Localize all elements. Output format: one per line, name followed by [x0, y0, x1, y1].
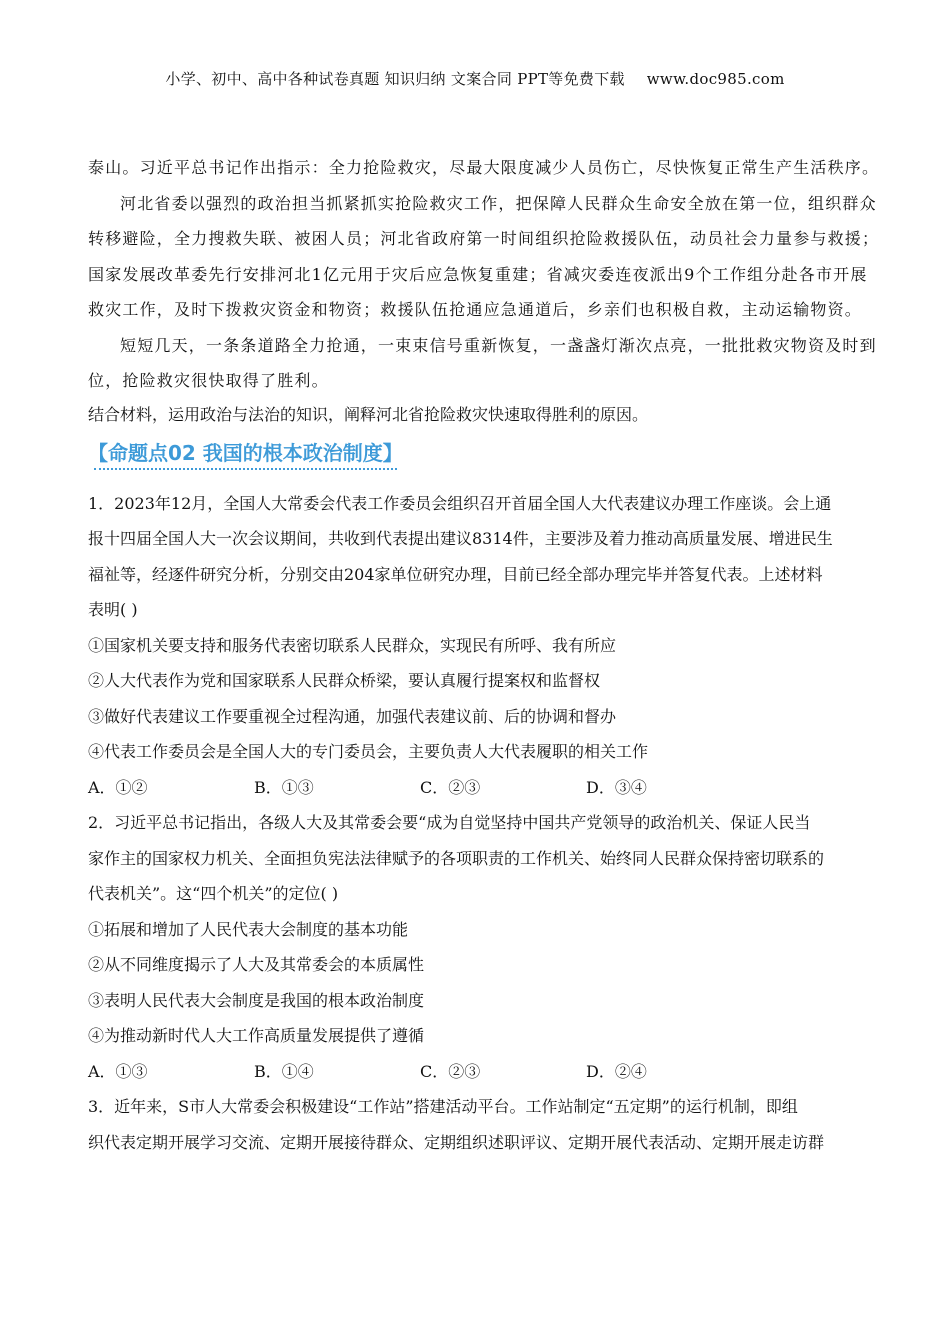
option-b[interactable]: B．①③ [254, 777, 314, 797]
option-c[interactable]: C．②③ [420, 1061, 481, 1081]
option-a[interactable]: A．①③ [88, 1061, 148, 1081]
question-stem-line: 表明( ) [88, 600, 138, 619]
option-a[interactable]: A．①② [88, 777, 148, 797]
question-stem-line: 代表机关”。这“四个机关”的定位( ) [88, 884, 339, 903]
header-url[interactable]: www.doc985.com [646, 70, 785, 88]
material-line: 转移避险，全力搜救失联、被困人员；河北省政府第一时间组织抢险救援队伍，动员社会力量参与救援； [88, 229, 880, 248]
question-stem-line: 报十四届全国人大一次会议期间，共收到代表提出建议8314件，主要涉及着力推动高质量发展、增进民生 [88, 529, 833, 548]
question-2 [88, 805, 862, 1089]
header-text: 小学、初中、高中各种试卷真题 知识归纳 文案合同 PPT等免费下载 [165, 70, 625, 88]
question-stem-line: 织代表定期开展学习交流、定期开展接待群众、定期组织述职评议、定期开展代表活动、定期开展走访群 [88, 1132, 825, 1152]
material-line: 河北省委以强烈的政治担当抓紧抓实抢险救灾工作，把保障人民群众生命安全放在第一位，组织群众 [120, 193, 877, 213]
question-stem-line: 2．习近平总书记指出，各级人大及其常委会要“成为自觉坚持中国共产党领导的政治机关、保证人民当 [88, 813, 811, 832]
material-line: 短短几天，一条条道路全力抢通，一束束信号重新恢复，一盏盏灯渐次点亮，一批批救灾物资及时到 [120, 335, 877, 355]
statement-item: ②人大代表作为党和国家联系人民群众桥梁，要认真履行提案权和监督权 [88, 671, 601, 690]
material-line: 泰山。习近平总书记作出指示：全力抢险救灾，尽最大限度减少人员伤亡，尽快恢复正常生产生活秩序。 [88, 158, 880, 177]
section-title: 【命题点02 我国的根本政治制度】 [88, 435, 403, 470]
answer-options [88, 1054, 862, 1090]
question-stem-line: 3．近年来，S市人大常委会积极建设“工作站”搭建活动平台。工作站制定“五定期”的运行机制，即组 [88, 1097, 798, 1116]
statement-item: ①国家机关要支持和服务代表密切联系人民群众，实现民有所呼、我有所应 [88, 635, 617, 655]
question-stem-line: 1．2023年12月，全国人大常委会代表工作委员会组织召开首届全国人大代表建议办理工作座谈。会上通 [88, 493, 832, 513]
statement-item: ③表明人民代表大会制度是我国的根本政治制度 [88, 990, 425, 1010]
statement-item: ④代表工作委员会是全国人大的专门委员会，主要负责人大代表履职的相关工作 [88, 742, 649, 761]
option-c[interactable]: C．②③ [420, 777, 481, 797]
material-line: 国家发展改革委先行安排河北1亿元用于灾后应急恢复重建；省减灾委连夜派出9个工作组分赴各市开展 [88, 264, 868, 284]
statement-item: ④为推动新时代人大工作高质量发展提供了遵循 [88, 1026, 425, 1045]
option-b[interactable]: B．①④ [254, 1061, 314, 1081]
question-stem-line: 家作主的国家权力机关、全面担负宪法法律赋予的各项职责的工作机关、始终同人民群众保持密切联系的 [88, 848, 825, 868]
question-1 [88, 486, 862, 806]
answer-options [88, 770, 862, 806]
material-line: 位，抢险救灾很快取得了胜利。 [88, 371, 329, 390]
question-stem-line: 福祉等，经逐件研究分析，分别交由204家单位研究办理，目前已经全部办理完毕并答复代表。上述材料 [88, 564, 823, 584]
statement-item: ③做好代表建议工作要重视全过程沟通，加强代表建议前、后的协调和督办 [88, 706, 617, 726]
option-d[interactable]: D．③④ [586, 777, 647, 797]
material-line: 救灾工作，及时下拨救灾资金和物资；救援队伍抢通应急通道后，乡亲们也积极自救，主动运输物资。 [88, 300, 863, 319]
option-d[interactable]: D．②④ [586, 1061, 647, 1081]
statement-item: ①拓展和增加了人民代表大会制度的基本功能 [88, 919, 409, 939]
question-prompt: 结合材料，运用政治与法治的知识，阐释河北省抢险救灾快速取得胜利的原因。 [88, 404, 649, 424]
material-block [88, 150, 880, 399]
question-3 [88, 1089, 862, 1160]
statement-item: ②从不同维度揭示了人大及其常委会的本质属性 [88, 955, 425, 974]
page-header [0, 68, 950, 89]
document-body [88, 150, 880, 1160]
